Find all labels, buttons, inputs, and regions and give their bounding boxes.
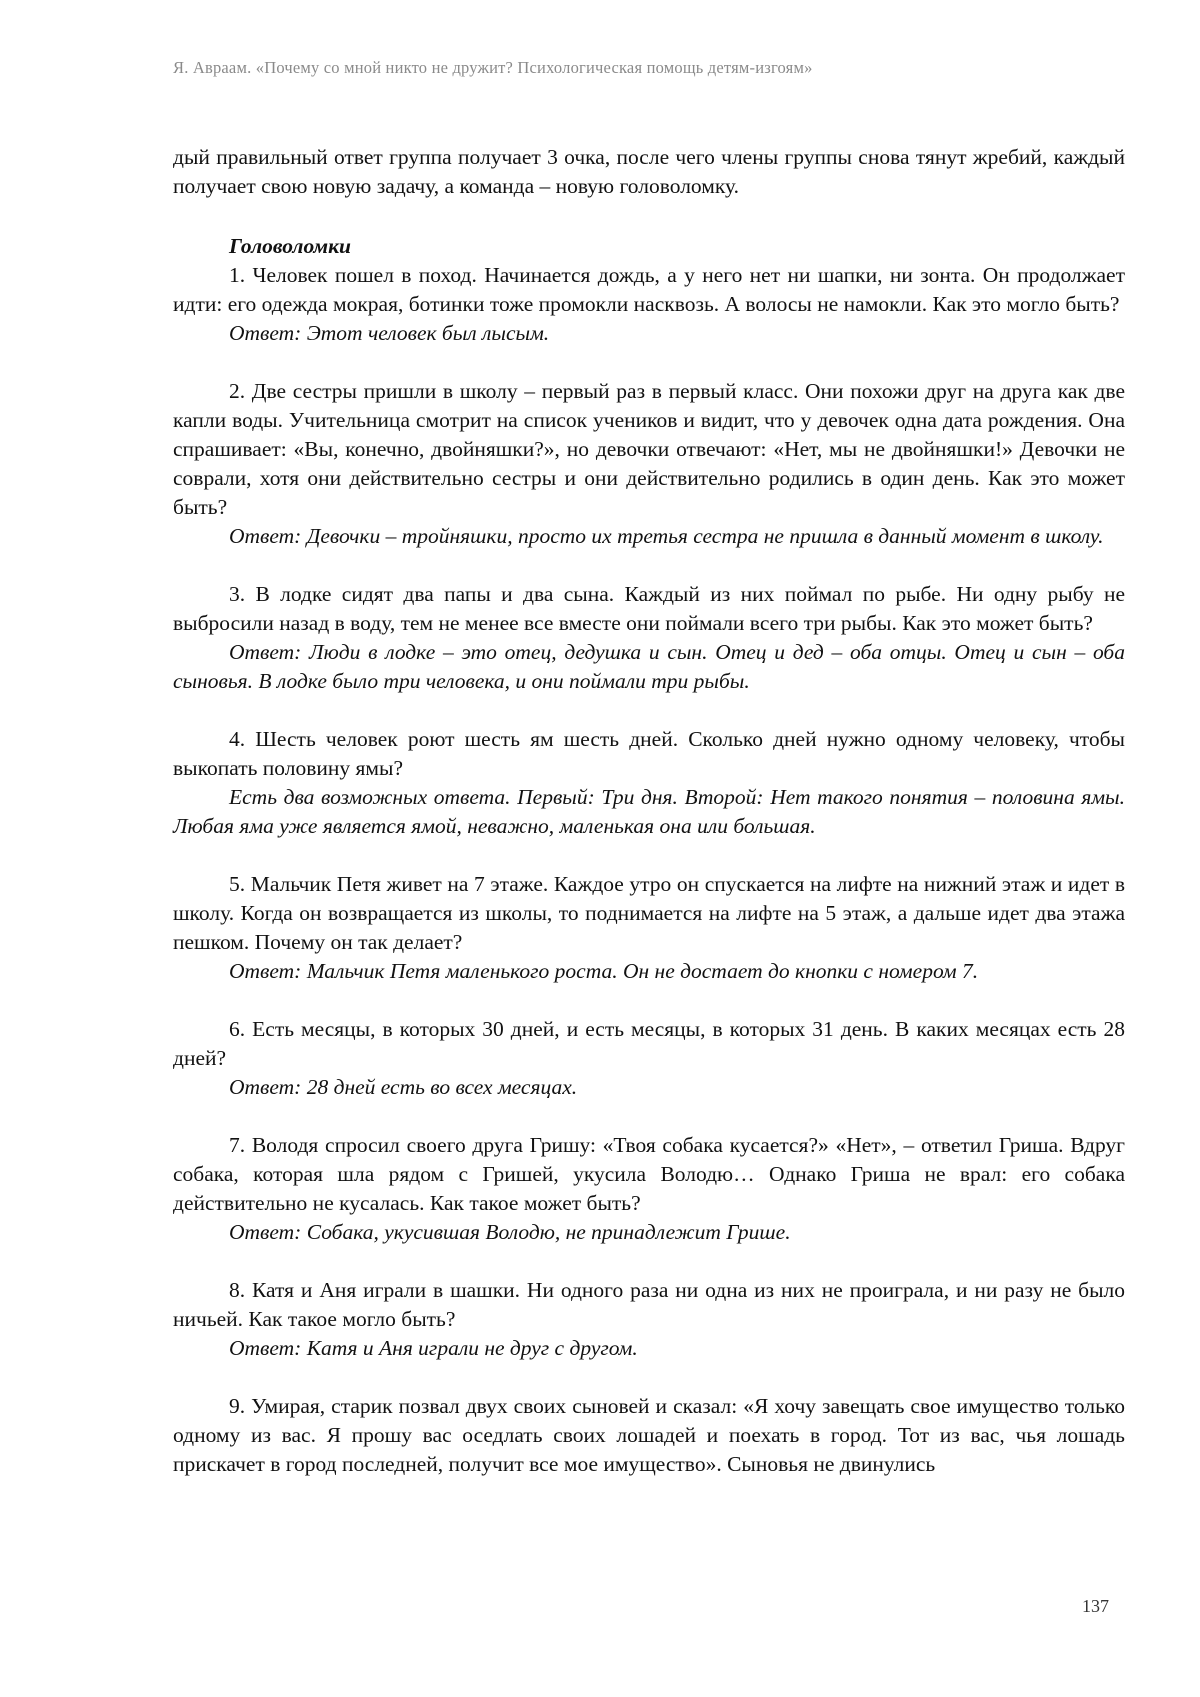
puzzle-answer: Ответ: Мальчик Петя маленького роста. Он не достает до кнопки с номером 7. [229,959,979,983]
running-head: Я. Авраам. «Почему со мной никто не дружит? Психологическая помощь детям-изгоям» [173,58,813,77]
puzzle-question: 6. Есть месяцы, в которых 30 дней, и есть месяцы, в которых 31 день. В каких месяцах есть 28 дней? [173,1017,1125,1070]
puzzle-question: 8. Катя и Аня играли в шашки. Ни одного раза ни одна из них не проиграла, и ни разу не было ничьей. Как такое могло быть? [173,1278,1125,1331]
page-body [173,143,1125,1479]
puzzle-question: 1. Человек пошел в поход. Начинается дождь, а у него нет ни шапки, ни зонта. Он продолжает идти: его одежда мокрая, ботинки тоже промокли насквозь. А волосы не намокли. Как это могло быть? [173,263,1125,316]
puzzle-answer: Ответ: Собака, укусившая Володю, не принадлежит Грише. [229,1220,791,1244]
page-number: 137 [1082,1596,1109,1616]
puzzle-question: 2. Две сестры пришли в школу – первый раз в первый класс. Они похожи друг на друга как две капли воды. Учительница смотрит на список учеников и видит, что у девочек одна дата рождения. Она спрашивает: «Вы, конечно, двойняшки?», но девочки отвечают: «Нет, мы не двойняшки!» Девочки не соврали, хотя они действительно сестры и они действительно родились в один день. Как это может быть? [173,379,1125,519]
puzzle-answer: Есть два возможных ответа. Первый: Три дня. Второй: Нет такого понятия – половина ямы. Любая яма уже является ямой, неважно, маленькая она или большая. [173,785,1125,838]
puzzle-question: 3. В лодке сидят два папы и два сына. Каждый из них поймал по рыбе. Ни одну рыбу не выбросили назад в воду, тем не менее все вместе они поймали всего три рыбы. Как это может быть? [173,582,1125,635]
intro-paragraph: дый правильный ответ группа получает 3 очка, после чего члены группы снова тянут жребий, каждый получает свою новую задачу, а команда – новую головоломку. [173,145,1125,198]
puzzle-answer: Ответ: Люди в лодке – это отец, дедушка и сын. Отец и дед – оба отцы. Отец и сын – оба сыновья. В лодке было три человека, и они поймали три рыбы. [173,640,1125,693]
puzzle-answer: Ответ: Катя и Аня играли не друг с другом. [229,1336,638,1360]
puzzle-answer: Ответ: Девочки – тройняшки, просто их третья сестра не пришла в данный момент в школу. [229,524,1104,548]
puzzle-answer: Ответ: 28 дней есть во всех месяцах. [229,1075,578,1099]
puzzle-question: 4. Шесть человек роют шесть ям шесть дней. Сколько дней нужно одному человеку, чтобы выкопать половину ямы? [173,727,1125,780]
section-heading: Головоломки [229,234,351,258]
puzzle-answer: Ответ: Этот человек был лысым. [229,321,550,345]
puzzle-question: 9. Умирая, старик позвал двух своих сыновей и сказал: «Я хочу завещать свое имущество только одному из вас. Я прошу вас оседлать своих лошадей и поехать в город. Тот из вас, чья лошадь прискачет в город последней, получит все мое имущество». Сыновья не двинулись [173,1394,1125,1476]
puzzle-question: 7. Володя спросил своего друга Гришу: «Твоя собака кусается?» «Нет», – ответил Гриша. Вдруг собака, которая шла рядом с Гришей, укусила Володю… Однако Гриша не врал: его собака действительно не кусалась. Как такое может быть? [173,1133,1125,1215]
puzzle-question: 5. Мальчик Петя живет на 7 этаже. Каждое утро он спускается на лифте на нижний этаж и идет в школу. Когда он возвращается из школы, то поднимается на лифте на 5 этаж, а дальше идет два этажа пешком. Почему он так делает? [173,872,1125,954]
